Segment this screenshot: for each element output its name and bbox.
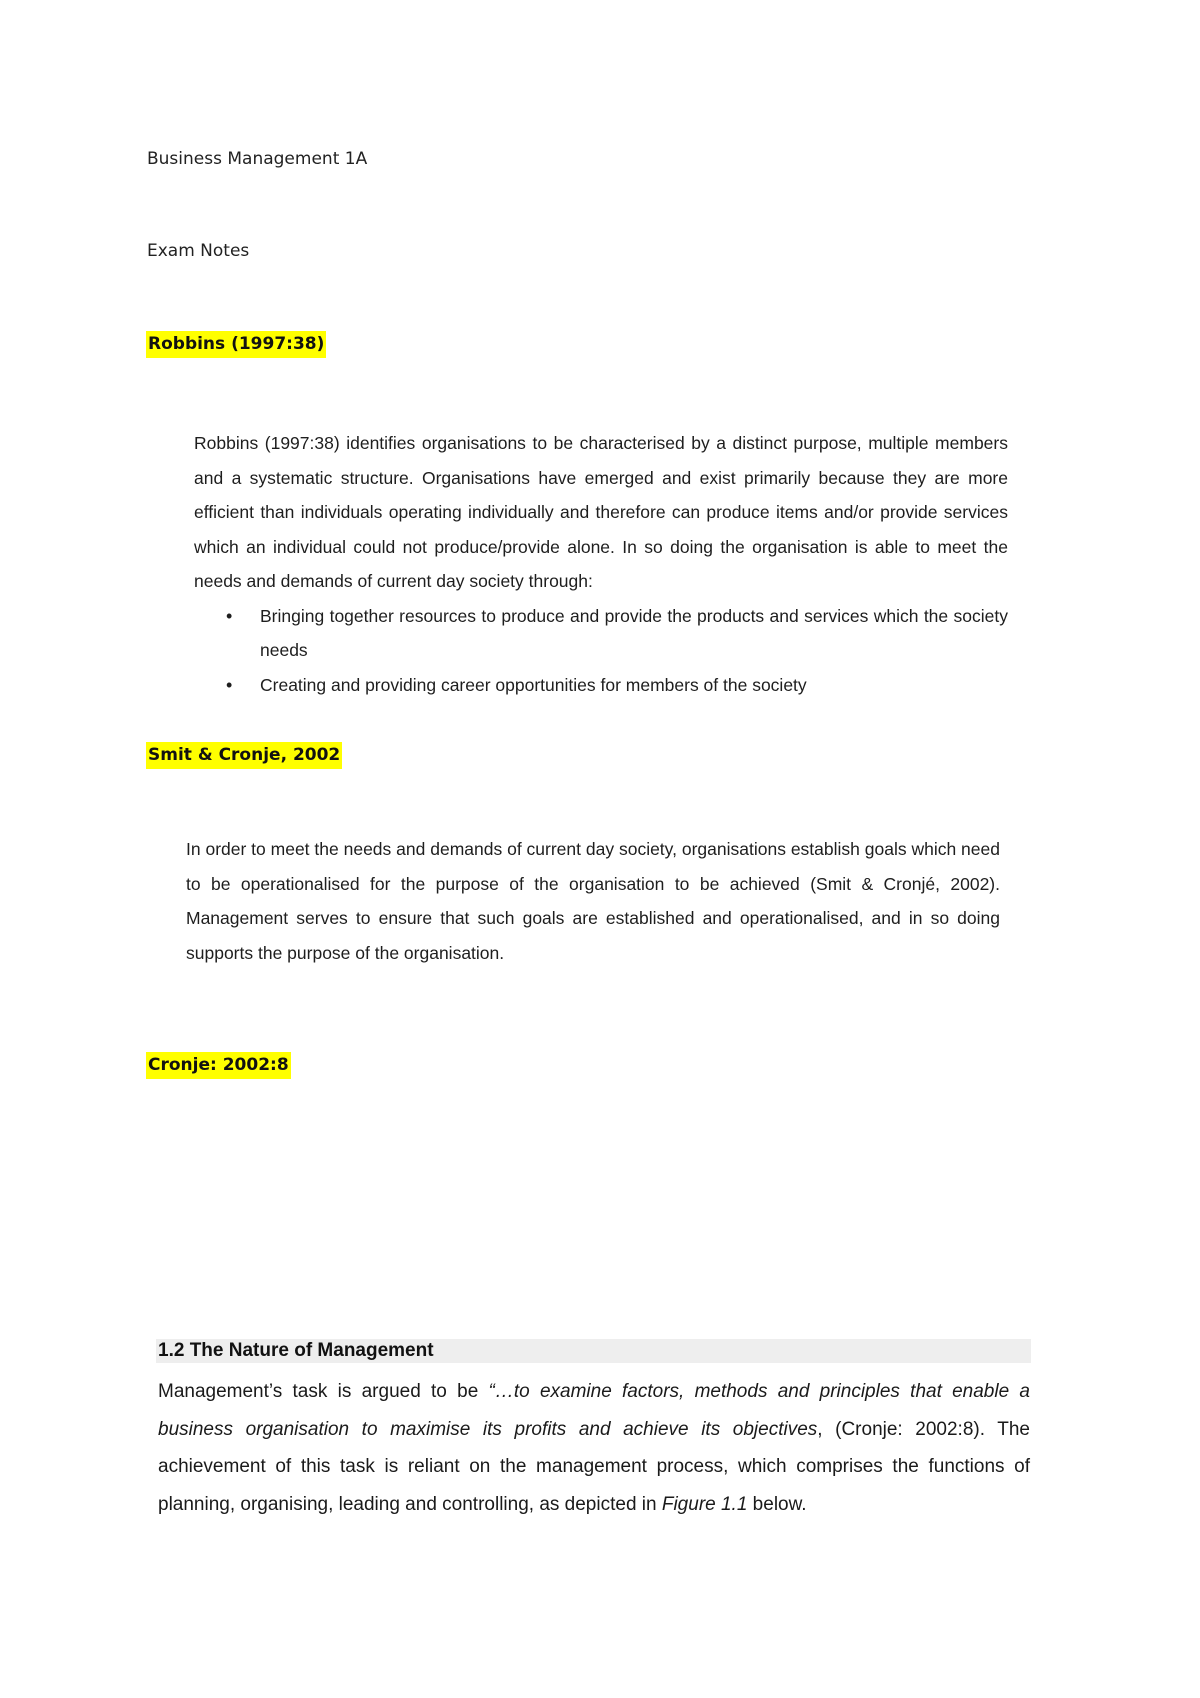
smit-cronje-excerpt <box>186 832 1000 970</box>
citation-text: , (Cronje: 2002:8). The achievement of this task is reliant on the management process, which comprises the functions of planning, organising, leading and controlling, as depicted in <box>158 1418 1030 1515</box>
nature-of-management-paragraph <box>158 1373 1030 1523</box>
management-quote: “…to examine factors, methods and principles that enable a business organisation to maximise its profits and achieve its objectives <box>158 1381 1030 1440</box>
cronje-heading: Cronje: 2002:8 <box>146 1052 291 1079</box>
list-item: • Bringing together resources to produce and provide the products and services which the society needs <box>194 599 1008 668</box>
intro-text: Management’s task is argued to be <box>158 1381 489 1402</box>
robbins-excerpt <box>194 426 1008 702</box>
smit-cronje-paragraph: In order to meet the needs and demands of current day society, organisations establish goals which need to be operationalised for the purpose of the organisation to be achieved (Smit & Cronjé, 2002). Management serves to ensure that such goals are established and operationalised, and in so doing supports the purpose of the organisation. <box>186 839 1000 963</box>
robbins-paragraph: Robbins (1997:38) identifies organisations to be characterised by a distinct purpose, multiple members and a systematic structure. Organisations have emerged and exist primarily because they are more efficient than individuals operating individually and therefore can produce items and/or provide services which an individual could not produce/provide alone. In so doing the organisation is able to meet the needs and demands of current day society through: <box>194 433 1008 591</box>
robbins-heading: Robbins (1997:38) <box>146 331 326 358</box>
outro-text: below. <box>747 1493 807 1515</box>
robbins-bullet-list <box>194 599 1008 703</box>
section-title: 1.2 The Nature of Management <box>158 1340 434 1361</box>
course-title: Business Management 1A <box>147 149 368 169</box>
list-item: • Creating and providing career opportunities for members of the society <box>194 668 1008 703</box>
document-subtitle: Exam Notes <box>147 241 250 261</box>
smit-cronje-heading: Smit & Cronje, 2002 <box>146 742 342 769</box>
figure-reference: Figure 1.1 <box>661 1493 748 1515</box>
